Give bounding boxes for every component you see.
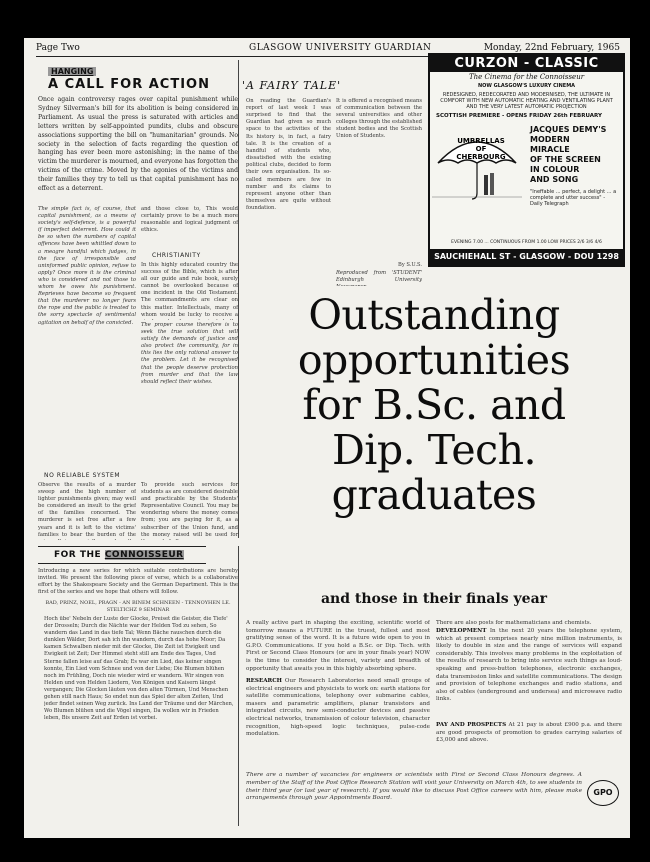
newspaper-page	[24, 38, 630, 838]
development-text: In the next 20 years the telephone system, which at present comprises nearly nine million instruments, is likely to double in size and the range of services will expand considerably. This involves many problems in the exploitation of the results of research to bring into service such things as loud-speaking and press-button telephones, electronic exchanges, data transmission links and satellite communications. The design and provision of telephone exchanges and radio stations, and also of cables (underground and undersea) and microwave radio links.	[436, 628, 622, 703]
fairy-signature: By S.U.S.	[398, 262, 422, 268]
connoisseur-label	[54, 550, 184, 560]
fairy-col-1-top: On reading the Guardian's report of last week I was surprised to find that the Guardian had given so much space to the activities of the	[246, 98, 331, 132]
connoisseur-intro: Introducing a new series for which suitable contributions are hereby invited. We present the following piece of verse, which is a collaborative effort by the Shakespeare Society and the German Department. This is the first of the series and we hope that others will follow.	[38, 568, 238, 596]
curzon-now: NOW GLASGOW'S LUXURY CINEMA	[477, 83, 576, 89]
film-blurb	[530, 125, 618, 185]
film-title-2: OF	[475, 145, 487, 153]
column-rule-lower	[238, 546, 239, 826]
connoisseur-byline: BAD, PRINZ, NOEL, PRAGN - AN BINEM SCHNEEN - TENNOYHEN LE. STELTICHZ 9 SEMINAR	[45, 600, 231, 614]
headline-line-5: graduates	[331, 471, 537, 519]
page-number: Page Two	[36, 43, 80, 53]
hanging-column-2-top: and those close to, This would certainly prove to be a much more reasonable and logical judgment of ethics.	[141, 206, 238, 234]
fairy-tale-headline: 'A FAIRY TALE'	[242, 79, 342, 92]
blurb-line-2: MODERN	[530, 135, 570, 144]
development-heading: DEVELOPMENT	[436, 628, 487, 634]
fairy-reproduced-credit: Reproduced from 'STUDENT' Edinburgh University	[336, 270, 422, 284]
finals-subheadline: and those in their finals year	[320, 591, 548, 607]
curzon-cinema-advert	[428, 53, 625, 267]
film-title-3: CHERBOURG	[456, 153, 506, 161]
column-rule	[238, 60, 239, 538]
christianity-continued: The proper course therefore is to seek the true solution that will satisfy the demands of justice and also protect the community, for in this lies the only rational answer to the problem. Let it be recognised that the people deserve protection from murder and that the law should reflect their wishes.	[141, 322, 238, 385]
headline-line-1: Outstanding	[308, 291, 560, 339]
gpo-research	[246, 678, 430, 766]
gpo-pay	[436, 722, 622, 752]
blurb-line-4: OF THE SCREEN	[530, 155, 601, 164]
pay-heading: PAY AND PROSPECTS	[436, 722, 507, 728]
christianity-paragraph: In this highly educated country the success of the Bible, which is after all our guide and rule book, surely cannot be overlooked because of one incident in the Old Testament. The commandments are clear on this matter. Intellectuals, many of whom would be lucky to receive a	[141, 262, 238, 318]
headline-line-4: Dip. Tech.	[331, 426, 537, 474]
blurb-line-3: MIRACLE	[530, 145, 570, 154]
reliable-system-col-2: To provide such services for students as are considered desirable and practicable by the Students' Representative Council. You may be wondering where the money comes from; you are paying for it, as a subscriber of the Union fund, and the money raised will be used for	[141, 482, 238, 538]
paper-name: GLASGOW UNIVERSITY GUARDIAN	[249, 43, 432, 53]
curzon-description: REDESIGNED, REDECORATED AND MODERNISED, THE ULTIMATE IN COMFORT WITH NEW AUTOMATIC HEATING AND VENTILATING PLANT AND THE VERY LATEST AUTOMATIC PROJECTION	[440, 92, 613, 110]
gpo-headline	[246, 293, 622, 518]
connoisseur-label-pre: FOR THE	[54, 550, 102, 560]
showing-times: EVENING 7.00 ... CONTINUOUS FROM 1.00 LOW PRICES 2/6 3/6 4/6	[451, 240, 602, 245]
gpo-intro: A really active part in shaping the exciting, scientific world of tomorrow means a FUTURE in the truest, fullest and most gratifying sense of the word. It is a future wide open to you in G.P.O. Communications. If you hold a B.Sc. or Dip. Tech. with First or Second Class Honours (or are in your finals year) NOW is the time to consider the interest, variety and breadth of opportunity that awaits you in this highly absorbing sphere.	[246, 620, 430, 672]
fairy-col-2: It is offered a recognised means of communication between the several universities and other colleges through the established student bodies and the Scottish Union of Students.	[336, 98, 422, 140]
gpo-logo: GPO	[587, 780, 619, 806]
gpo-closing: There are a number of vacancies for engineers or scientists with First or Second Class Honours degrees. A member of the Staff of the Post Office Research Station will visit your University on March 4th, to see students in their third year (or last year of research). If you would like to discuss Post Office careers with him, please make arrangements through your Appointments Board.	[246, 772, 582, 802]
curzon-address: SAUCHIEHALL ST - GLASGOW - DOU 1298	[430, 249, 623, 265]
headline-line-2: opportunities	[297, 336, 571, 384]
blurb-line-6: AND SONG	[530, 175, 579, 184]
film-title-1: UMBRELLAS	[457, 137, 505, 145]
subhead-christianity: CHRISTIANITY	[152, 252, 201, 259]
umbrellas-illustration	[432, 127, 522, 205]
gpo-development	[436, 628, 622, 718]
research-text: Our Research Laboratories need small groups of electrical engineers and physicists to work on: earth stations for satellite communications, telephony over submarine cables, masers and parametric amplifiers, planar transistors and integrated circuits, new semi-conductor devices and passive electrical networks, transmission of colour television, character recognition, high-speed logic techniques, pulse-code modulation.	[246, 678, 430, 738]
subhead-reliable-system: NO RELIABLE SYSTEM	[44, 472, 121, 479]
curzon-tagline: The Cinema for the Connoisseur	[468, 73, 585, 81]
hanging-headline: A CALL FOR ACTION	[48, 77, 210, 92]
headline-line-3: for B.Sc. and	[302, 381, 566, 429]
director-name: JACQUES DEMY'S	[530, 125, 607, 134]
connoisseur-label-highlight: CONNOISSEUR	[104, 550, 184, 560]
film-quote: "Ineffable ... perfect, a delight ... a complete and utter success" - Daily Telegraph	[530, 189, 617, 207]
blurb-line-5: IN COLOUR	[530, 165, 580, 174]
hanging-tag: HANGING	[48, 67, 96, 76]
gpo-posts: There are also posts for mathematicians and chemists.	[436, 620, 592, 626]
film-title	[446, 137, 516, 161]
hanging-lead-paragraph: Once again controversy rages over capital punishment while Sydney Silverman's bill for its abolition is being considered in Parliament. As usual the press is saturated with articles and letters written by self-appointed pundits, clubs and obscure associations supporting the bill on "humanitarian" grounds. No society in the selection of facts regarding the question of hanging has ever been more astonishing; in the name of the victim the murderer is mourned, and everyone has forgotten the victims of the crime. Moved by the agonies of the victims and their families they try to tell us that capital punishment has no effect as a deterrent.	[38, 96, 238, 193]
curzon-name: CURZON - CLASSIC	[430, 55, 623, 72]
research-heading: RESEARCH	[246, 678, 282, 684]
issue-date: Monday, 22nd February, 1965	[483, 43, 620, 53]
connoisseur-banner	[38, 546, 206, 564]
fairy-col-1: Its history is, in fact, a fairy tale. It is the creation of a handful of students who, dissatisfied with the existing political clubs, decided to form their own organisation. Its so-called members are few in number and its claims to represent anyone other than themselves are quite without foundation.	[246, 134, 331, 211]
pay-text: At 21 pay is about £900 p.a. and there are good prospects of promotion to grades carrying salaries of £3,000 and above.	[436, 722, 622, 744]
connoisseur-poem: Hoch übe' Nebeln der Luste der Glocke, Preiset die Geister, die Tiefe' der Drosseln; Durch die Nächte war der Helden Tod zu sehen, So wandern das Land in das tiefe Tal; Wenn Bäche rauschen durch die dunklen Wälder, Dort sah ich ihn wandern, durch das hohe Moor; Da kamen Schwalben nieder mit der Glocke, Die Zeit ist Ewigkeit und Ewigkeit ist Zeit; Der Himmel steht still am Ende des Tages, Und Sterne fallen leise auf das Grab; Es war ein Lied, das keiner singen konnte, Ein Lied vom Schnee und von der Liebe; Die Blumen blühen noch im Frühling, Doch nie wieder wird er wandern. Wir singen von Helden und von Helden Liedern, Von Königen und Kaisern längst vergangen; Die Glocken läuten von den alten Türmen, Und Menschen gehen still nach Haus; So endet nun das Spiel der alten Zeiten, Und jeder findet seinen Weg zurück. Ins Land der Träume und der Märchen, Wo Blumen blühen und die Vögel singen, Da wollen wir in Frieden leben, Bis unsere Zeit auf Erden ist vorbei.	[44, 616, 234, 722]
hanging-column-1: The simple fact is, of course, that capital punishment, as a means of society's self-defence, is a powerful if imperfect deterrent. How could it be so when the numbers of capital offences have been whittled down to a meagre handful which judges, in the face of irresponsible and uninformed public opinion, refuse to apply? Once more it is the criminal who is considered and not those to whom he owes his punishment. Reprieves have become so frequent that the murderer no longer fears the rope and the public is treated to the sorry spectacle of sentimental agitation on behalf of the convicted.	[38, 206, 136, 326]
reliable-system-col-1: Observe the results of a murder sweep and the high number of lighter punishments given; may well be considered an insult to the grief of the families concerned. The murderer is set free after a few years and it is left to the victims' families to bear the burden of the	[38, 482, 136, 538]
curzon-premiere: SCOTTISH PREMIERE - OPENS FRIDAY 26th FEBRUARY	[436, 113, 602, 119]
